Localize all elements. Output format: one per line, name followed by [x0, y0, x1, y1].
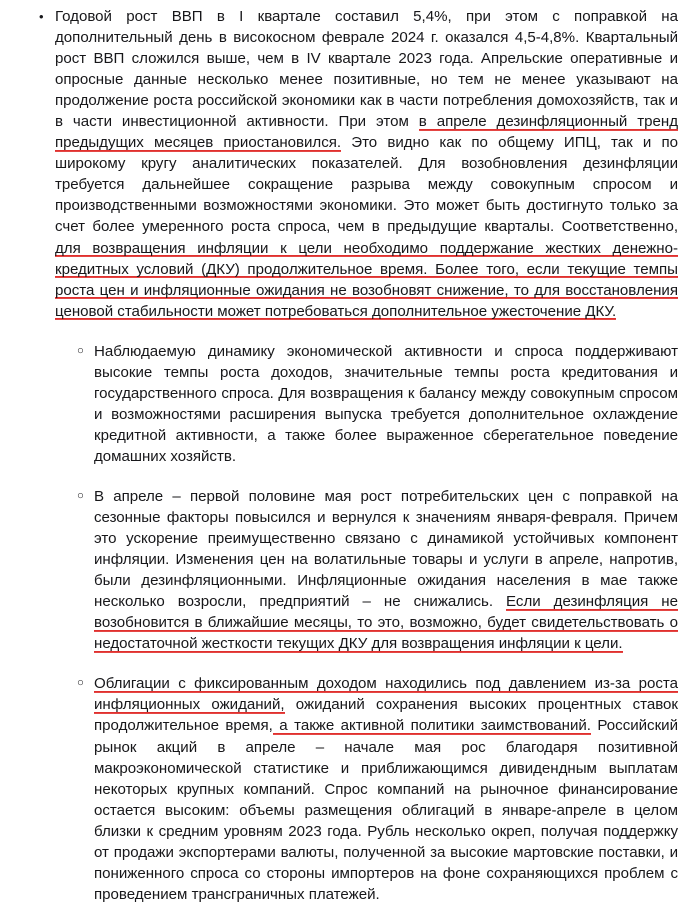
text-run: Наблюдаемую динамику экономической активности и спроса поддерживают высокие темпы роста доходов, значительные темпы роста кредитования и государственного спроса. Для возвращения к балансу между совокупным спросом и возможностями расширения выпуска требуется дополнительное охлаждение кредитной активности, а также более выраженное сберегательное поведение домашних хозяйств. [94, 342, 678, 465]
text-run: Российский рынок акций в апреле – начале мая рос благодаря позитивной макроэкономической статистике и приближающимся дивидендным выплатам некоторых крупных компаний. Спрос компаний на рыночное финансирование остается высоким: объемы размещения облигаций в январе-апреле в целом близки к средним уровням 2023 года. Рубль несколько окреп, получая поддержку от продажи экспортерами валюты, полученной за высокие мартовские поставки, и пониженного спроса со стороны импортеров на фоне сохраняющихся проблем с проведением трансграничных платежей. [94, 717, 678, 903]
list-item-demand-dynamics [22, 341, 678, 467]
highlighted-text-run: Облигации с фиксированным доходом находились под давлением из-за роста инфляционных ожиданий, [94, 675, 678, 715]
bullet-disc-icon: • [39, 9, 44, 24]
spacer [22, 322, 678, 341]
paragraph-bonds-markets [94, 675, 678, 902]
paragraph-consumer-prices [94, 488, 678, 655]
bullet-list-level2 [22, 341, 678, 905]
text-run: Это видно как по общему ИПЦ, так и по широкому кругу аналитических показателей. Для возобновления дезинфляции требуется дальнейшее сокращение разрыва между совокупным спросом и производственными возможностями экономики. Это может быть достигнуто только за счет более умеренного роста спроса, чем в предыдущие кварталы. Соответственно, [55, 134, 678, 236]
highlighted-text-run: для возвращения инфляции к цели необходимо поддержание жестких денежно-кредитных условий (ДКУ) продолжительное время. Более того, если текущие темпы роста цен и инфляционные ожидания не возобновят снижение, то для восстановления ценовой стабильности может потребоваться дополнительное ужесточение ДКУ. [55, 240, 678, 322]
text-run: В апреле – первой половине мая рост потребительских цен с поправкой на сезонные факторы повысился и вернулся к значениям января-февраля. Причем это ускорение преимущественно связано с динамикой устойчивых компонент инфляции. Изменения цен на волатильные товары и услуги в апреле, напротив, были дезинфляционными. Инфляционные ожидания населения в мае также несколько возросли, предприятий – не снижались. [94, 487, 678, 611]
highlighted-text-run: а также активной политики заимствований. [273, 717, 591, 736]
list-item-bonds-markets [22, 673, 678, 905]
list-item-consumer-prices [22, 486, 678, 654]
bullet-circle-icon: ○ [77, 344, 84, 357]
paragraph-gdp-growth [55, 8, 678, 322]
text-run: ожиданий сохранения высоких процентных ставок продолжительное время, [94, 696, 678, 735]
bullet-circle-icon: ○ [77, 677, 84, 690]
highlighted-text-run: Если дезинфляция не возобновится в ближайшие месяцы, то это, возможно, будет свидетельствовать о недостаточной жесткости текущих ДКУ для возвращения инфляции к цели. [94, 593, 678, 654]
text-run: Годовой рост ВВП в I квартале составил 5,4%, при этом с поправкой на дополнительный день в високосном феврале 2024 г. оказался 4,5-4,8%. Квартальный рост ВВП сложился выше, чем в IV квартале 2023 года. Апрельские оперативные и опросные данные несколько менее позитивные, но тем не менее указывают на продолжение роста российской экономики как в части потребления домохозяйств, так и в части инвестиционной активности. При этом [55, 8, 678, 131]
bullet-list-level1 [22, 6, 678, 905]
spacer [22, 654, 678, 673]
highlighted-text-run: в апреле дезинфляционный тренд предыдущих месяцев приостановился. [55, 113, 678, 153]
bullet-circle-icon: ○ [77, 489, 84, 502]
paragraph-demand-dynamics [94, 343, 678, 465]
list-item-gdp-growth [22, 6, 678, 322]
spacer [22, 467, 678, 486]
